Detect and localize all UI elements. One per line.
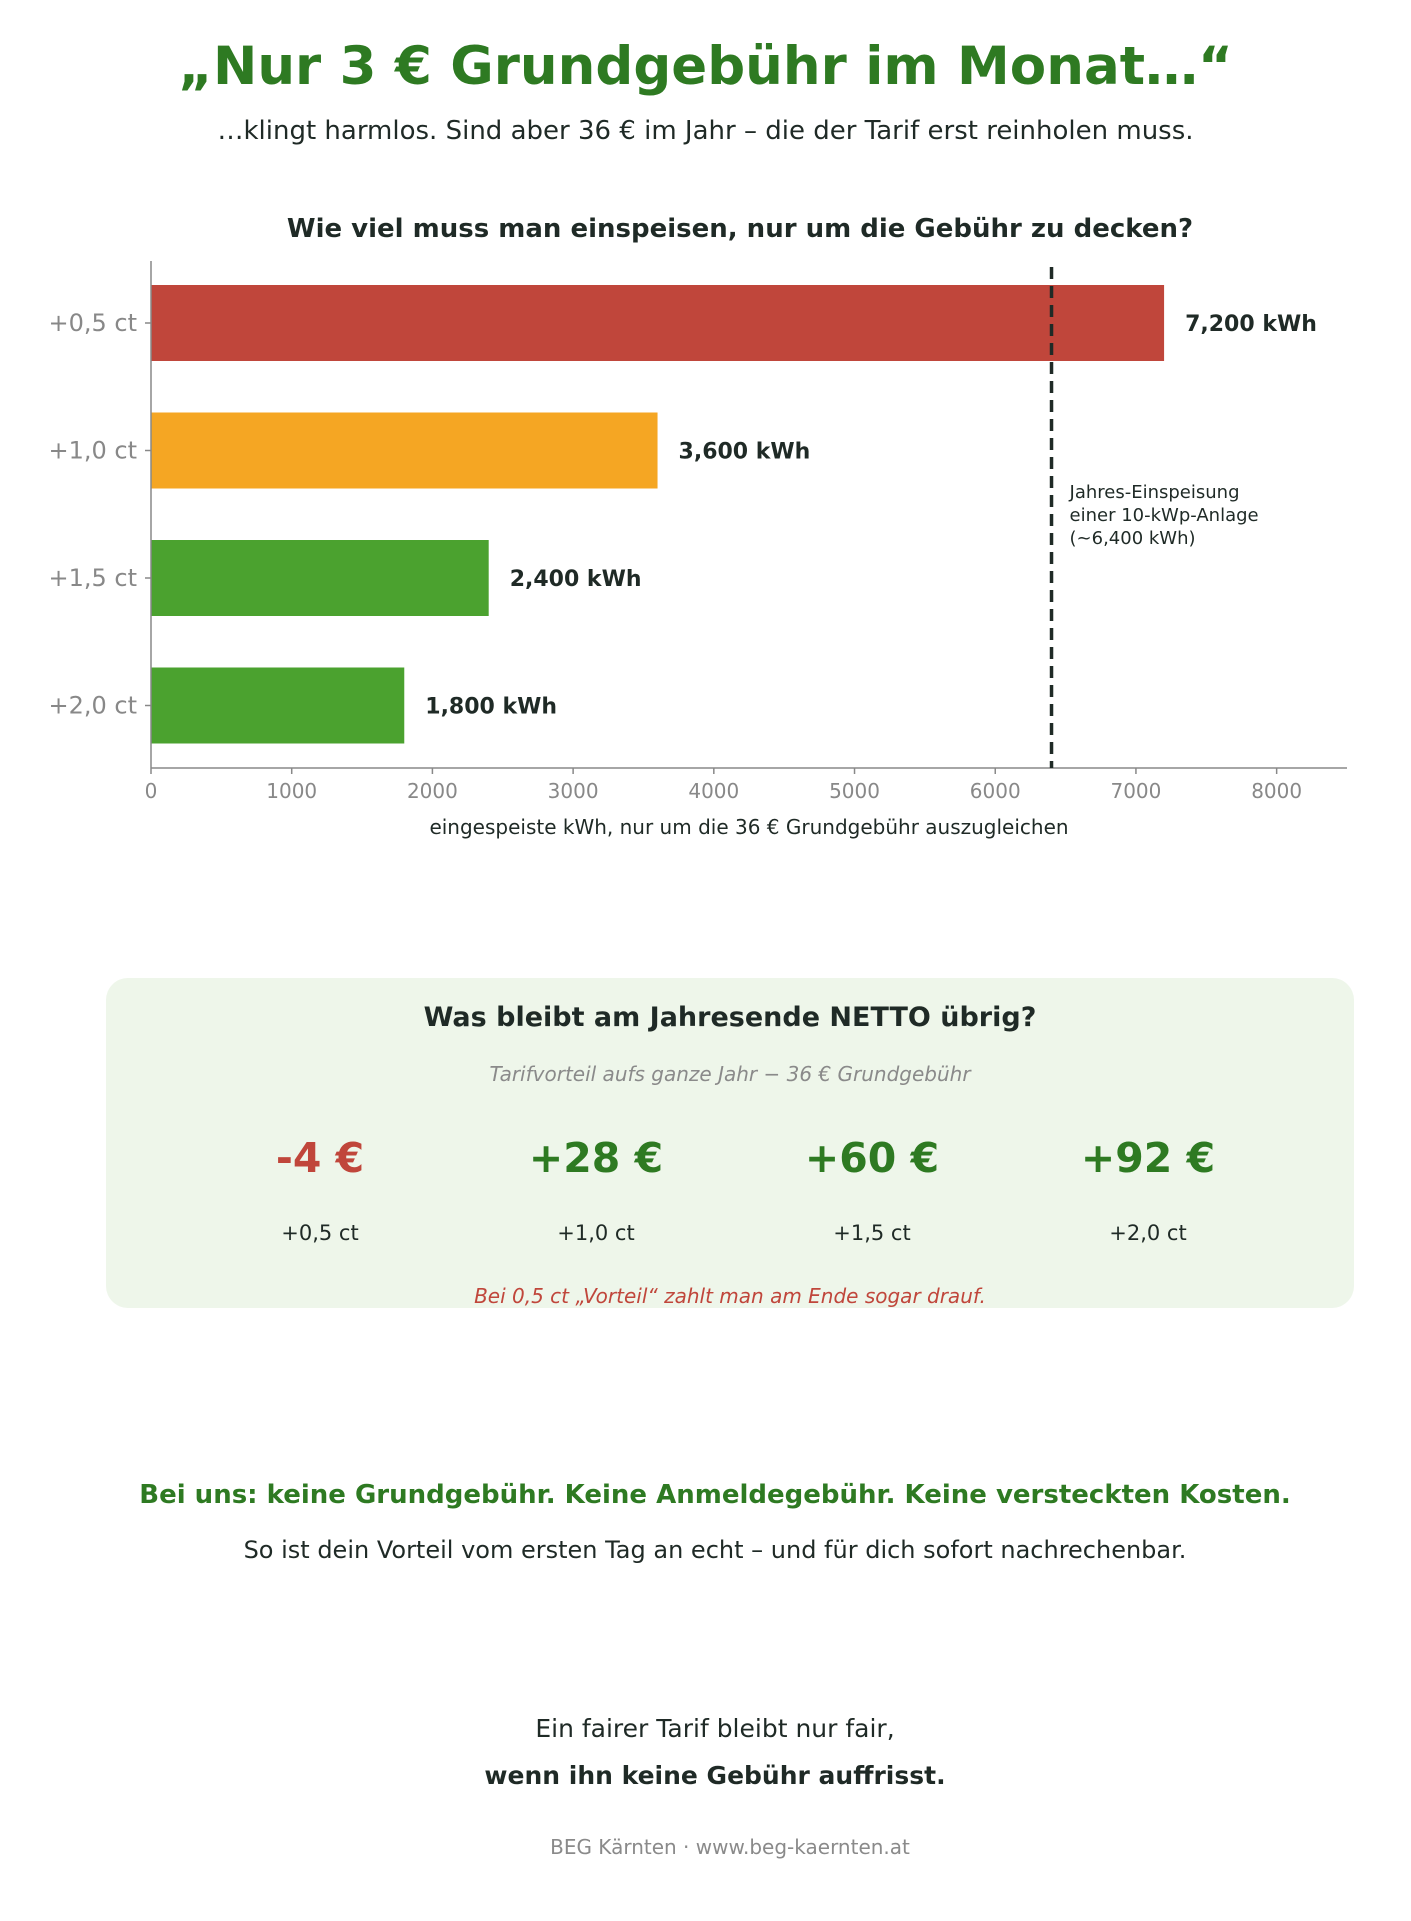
reference-line-label: (~6,400 kWh) (1069, 528, 1196, 549)
netto-category-label: +2,0 ct (1109, 1221, 1187, 1245)
claim-subtext: So ist dein Vorteil vom ersten Tag an echt – und für dich sofort nachrechenbar. (243, 1536, 1187, 1564)
footer-text: BEG Kärnten · www.beg-kaernten.at (550, 1835, 910, 1859)
chart-title: Wie viel muss man einspeisen, nur um die Gebühr zu decken? (286, 214, 1194, 244)
page-title: „Nur 3 € Grundgebühr im Monat…“ (178, 36, 1233, 97)
netto-item (735, 1134, 1009, 1245)
netto-subtitle: Tarifvorteil aufs ganze Jahr − 36 € Grundgebühr (489, 1062, 971, 1086)
y-tick-label: +1,5 ct (48, 564, 137, 592)
claim-headline: Bei uns: keine Grundgebühr. Keine Anmeldegebühr. Keine versteckten Kosten. (139, 1480, 1291, 1510)
chart-bar (151, 540, 489, 616)
netto-value: +92 € (1080, 1134, 1216, 1182)
bar-value-label: 2,400 kWh (509, 567, 642, 592)
x-tick-label: 8000 (1251, 779, 1303, 803)
y-tick-label: +2,0 ct (48, 691, 137, 720)
x-tick-label: 6000 (969, 779, 1021, 803)
bar-chart (0, 250, 1411, 850)
x-tick-label: 7000 (1110, 779, 1162, 803)
netto-note: Bei 0,5 ct „Vorteil“ zahlt man am Ende sogar drauf. (474, 1284, 986, 1308)
chart-bar (151, 668, 404, 744)
reference-line-label: Jahres-Einspeisung (1069, 482, 1240, 503)
x-tick-label: 1000 (266, 779, 318, 803)
x-tick-label: 3000 (547, 779, 599, 803)
bar-value-label: 1,800 kWh (425, 694, 558, 720)
netto-value: +60 € (804, 1134, 940, 1182)
x-tick-label: 5000 (829, 779, 880, 803)
closing-line-2: wenn ihn keine Gebühr auffrisst. (484, 1761, 946, 1790)
x-axis-label: eingespeiste kWh, nur um die 36 € Grundgebühr auszugleichen (429, 815, 1069, 839)
netto-summary-box (106, 978, 1354, 1308)
page-subtitle: …klingt harmlos. Sind aber 36 € im Jahr – die der Tarif erst reinholen muss. (217, 116, 1194, 146)
netto-value: +28 € (528, 1134, 664, 1182)
netto-items (106, 1134, 1354, 1258)
chart-bar (151, 285, 1164, 361)
netto-item (459, 1134, 733, 1245)
netto-item (183, 1134, 457, 1245)
y-tick-label: +0,5 ct (48, 309, 137, 337)
x-tick-label: 0 (144, 779, 158, 803)
chart-bar (151, 413, 658, 489)
y-tick-label: +1,0 ct (48, 436, 137, 465)
closing-line-1: Ein fairer Tarif bleibt nur fair, (535, 1714, 895, 1743)
netto-category-label: +1,5 ct (833, 1221, 911, 1245)
netto-title: Was bleibt am Jahresende NETTO übrig? (423, 1002, 1037, 1033)
bar-value-label: 3,600 kWh (678, 439, 811, 465)
netto-item (1011, 1134, 1285, 1245)
netto-value: -4 € (275, 1134, 365, 1182)
netto-category-label: +0,5 ct (281, 1221, 359, 1245)
bar-value-label: 7,200 kWh (1185, 312, 1317, 337)
netto-category-label: +1,0 ct (557, 1221, 635, 1245)
x-tick-label: 2000 (406, 779, 458, 803)
x-tick-label: 4000 (688, 779, 740, 803)
reference-line-label: einer 10-kWp-Anlage (1069, 505, 1259, 526)
